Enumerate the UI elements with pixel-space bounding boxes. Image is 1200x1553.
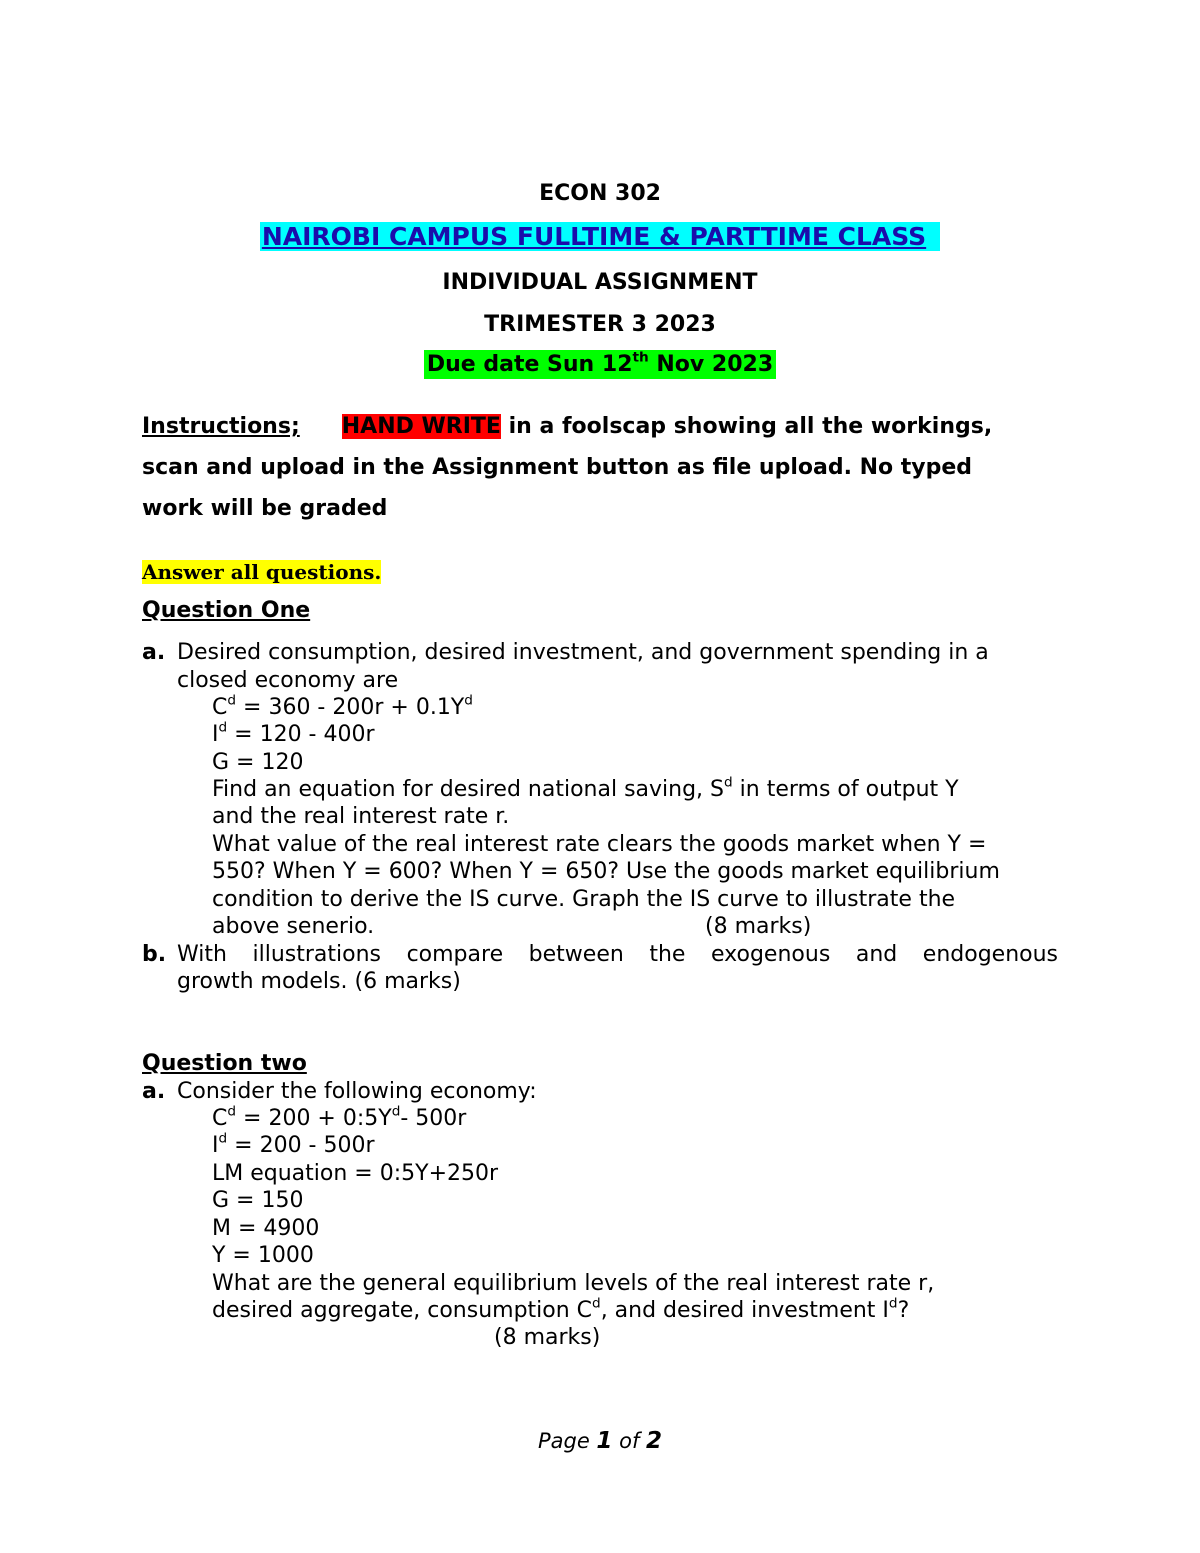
campus-title (0, 222, 1200, 251)
q2-what-line-2: desired aggregate, consumption $C^d$, and desired investment $I^d$? (212, 1295, 910, 1323)
q2-a-label: a. (142, 1079, 166, 1104)
instructions-line-3: work will be graded (142, 496, 388, 521)
q1-find-line-1: Find an equation for desired national saving, $S^d$ in terms of output Y (212, 774, 959, 802)
q2-eq-government: G = 150 (212, 1188, 304, 1213)
assignment-type: INDIVIDUAL ASSIGNMENT (442, 270, 758, 295)
course-code: ECON 302 (539, 181, 661, 206)
question-one-title: Question One (142, 598, 311, 623)
q1-b-label: b. (142, 942, 167, 967)
q1-what-line-1: What value of the real interest rate clears the goods market when Y = (212, 832, 987, 857)
instructions-label: Instructions; (142, 414, 300, 439)
q1-find-line-2: and the real interest rate r. (212, 804, 510, 829)
due-date (0, 349, 1200, 377)
q2-a-line-1: Consider the following economy: (177, 1079, 537, 1104)
q1-a-line-1: Desired consumption, desired investment, and government spending in a (177, 640, 989, 665)
q2-eq-investment: $I^d = 200 - 500r$ (212, 1130, 375, 1158)
q1-b-line-2: growth models. (6 marks) (177, 969, 461, 994)
q1-what-line-3: condition to derive the IS curve. Graph the IS curve to illustrate the (212, 887, 956, 912)
q1-what-line-4: above senerio. (212, 914, 375, 939)
due-date-text: Due date Sun 12th Nov 2023 (424, 350, 776, 379)
trimester: TRIMESTER 3 2023 (484, 312, 716, 337)
instructions-line-2: scan and upload in the Assignment button as file upload. No typed (142, 455, 973, 480)
instructions-line-1: Instructions; HAND WRITE in a foolscap showing all the workings, (142, 414, 993, 439)
page-footer: Page 1 of 2 (537, 1428, 663, 1454)
q2-what-line-1: What are the general equilibrium levels of the real interest rate r, (212, 1271, 935, 1296)
q2-eq-output: Y = 1000 (212, 1243, 314, 1268)
q1-eq-investment: $I^d = 120 - 400r$ (212, 719, 375, 747)
hand-write-highlight: HAND WRITE (341, 414, 501, 439)
q1-a-label: a. (142, 640, 166, 665)
campus-title-text: NAIROBI CAMPUS FULLTIME & PARTTIME CLASS (260, 222, 940, 251)
q1-eq-consumption: $C^d = 360 - 200r + 0.1Y^d$ (212, 692, 473, 720)
q1-what-line-2: 550? When Y = 600? When Y = 650? Use the goods market equilibrium (212, 859, 1000, 884)
q1-eq-government: G = 120 (212, 750, 304, 775)
question-two-title: Question two (142, 1051, 307, 1076)
q2-eq-money: M = 4900 (212, 1216, 320, 1241)
q1-b-line-1: With illustrations compare between the exogenous and endogenous (177, 942, 1058, 967)
q2-a-marks: (8 marks) (494, 1325, 601, 1350)
q1-a-line-2: closed economy are (177, 668, 399, 693)
q2-eq-consumption: $C^d = 200$ + $0:5Y^d-$ 500r (212, 1103, 467, 1131)
q2-eq-lm: LM equation = 0:5Y+250r (212, 1161, 499, 1186)
q1-a-marks: (8 marks) (705, 914, 812, 939)
answer-all-note: Answer all questions. (142, 560, 382, 584)
